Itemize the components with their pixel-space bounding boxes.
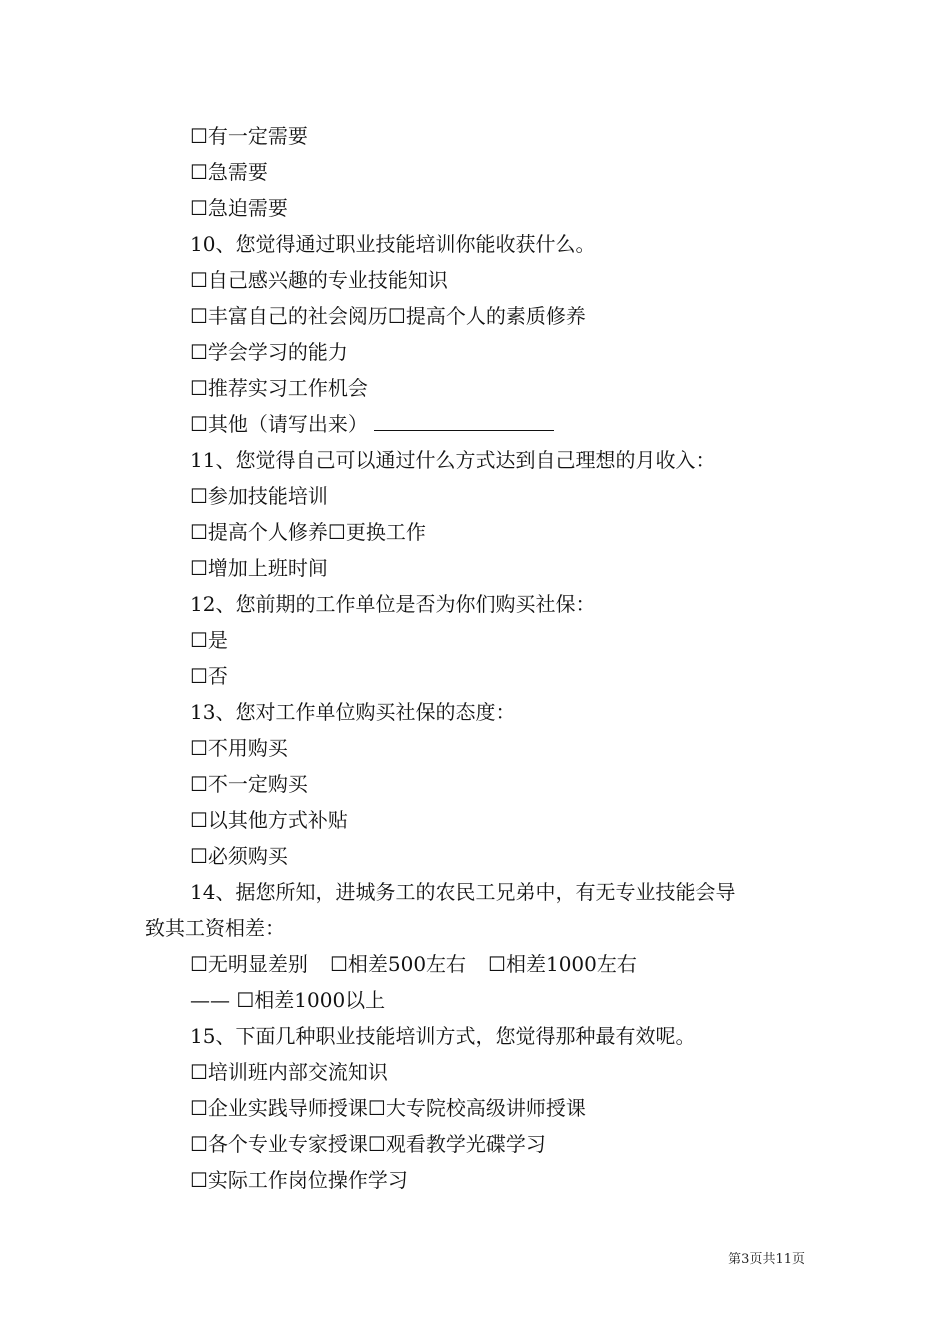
option-line: ☐自己感兴趣的专业技能知识: [190, 268, 448, 292]
option-item: ☐相差500左右: [329, 952, 467, 976]
option-line: ☐急迫需要: [190, 196, 288, 220]
question-13: 13、您对工作单位购买社保的态度：: [190, 700, 516, 724]
option-item: ☐相差1000左右: [488, 952, 637, 976]
option-line: ☐提高个人修养☐更换工作: [190, 520, 426, 544]
dash-mark: ——: [190, 988, 230, 1012]
question-14-continued: 致其工资相差：: [145, 916, 285, 940]
option-line: ☐必须购买: [190, 844, 288, 868]
option-line: ☐培训班内部交流知识: [190, 1060, 388, 1084]
question-10: 10、您觉得通过职业技能培训你能收获什么。: [190, 232, 596, 256]
option-line: ☐有一定需要: [190, 124, 308, 148]
fill-in-blank: [374, 408, 554, 431]
page-content: [145, 118, 815, 1198]
option-line: ☐不用购买: [190, 736, 288, 760]
option-line: ☐企业实践导师授课☐大专院校高级讲师授课: [190, 1096, 586, 1120]
option-line: ☐推荐实习工作机会: [190, 376, 368, 400]
option-line: ☐实际工作岗位操作学习: [190, 1168, 408, 1192]
option-line: ☐是: [190, 628, 228, 652]
question-12: 12、您前期的工作单位是否为你们购买社保：: [190, 592, 596, 616]
option-row: [145, 946, 815, 982]
option-other-line: [145, 406, 815, 442]
option-row: [145, 982, 815, 1018]
option-line: ☐丰富自己的社会阅历☐提高个人的素质修养: [190, 304, 586, 328]
option-line: ☐参加技能培训: [190, 484, 328, 508]
option-line: ☐不一定购买: [190, 772, 308, 796]
option-line: ☐增加上班时间: [190, 556, 328, 580]
option-line: ☐各个专业专家授课☐观看教学光碟学习: [190, 1132, 546, 1156]
option-line: ☐急需要: [190, 160, 268, 184]
option-item: ☐相差1000以上: [236, 988, 386, 1012]
option-line: ☐以其他方式补贴: [190, 808, 348, 832]
page-number-footer: 第3页共11页: [728, 1252, 805, 1267]
option-line: ☐否: [190, 664, 228, 688]
question-15: 15、下面几种职业技能培训方式，您觉得那种最有效呢。: [190, 1024, 696, 1048]
question-11: 11、您觉得自己可以通过什么方式达到自己理想的月收入：: [190, 448, 716, 472]
option-line: ☐学会学习的能力: [190, 340, 348, 364]
option-item: ☐无明显差别: [190, 952, 308, 976]
option-other-label: ☐其他（请写出来）: [190, 412, 368, 436]
question-14: 14、据您所知，进城务工的农民工兄弟中，有无专业技能会导: [190, 880, 736, 904]
